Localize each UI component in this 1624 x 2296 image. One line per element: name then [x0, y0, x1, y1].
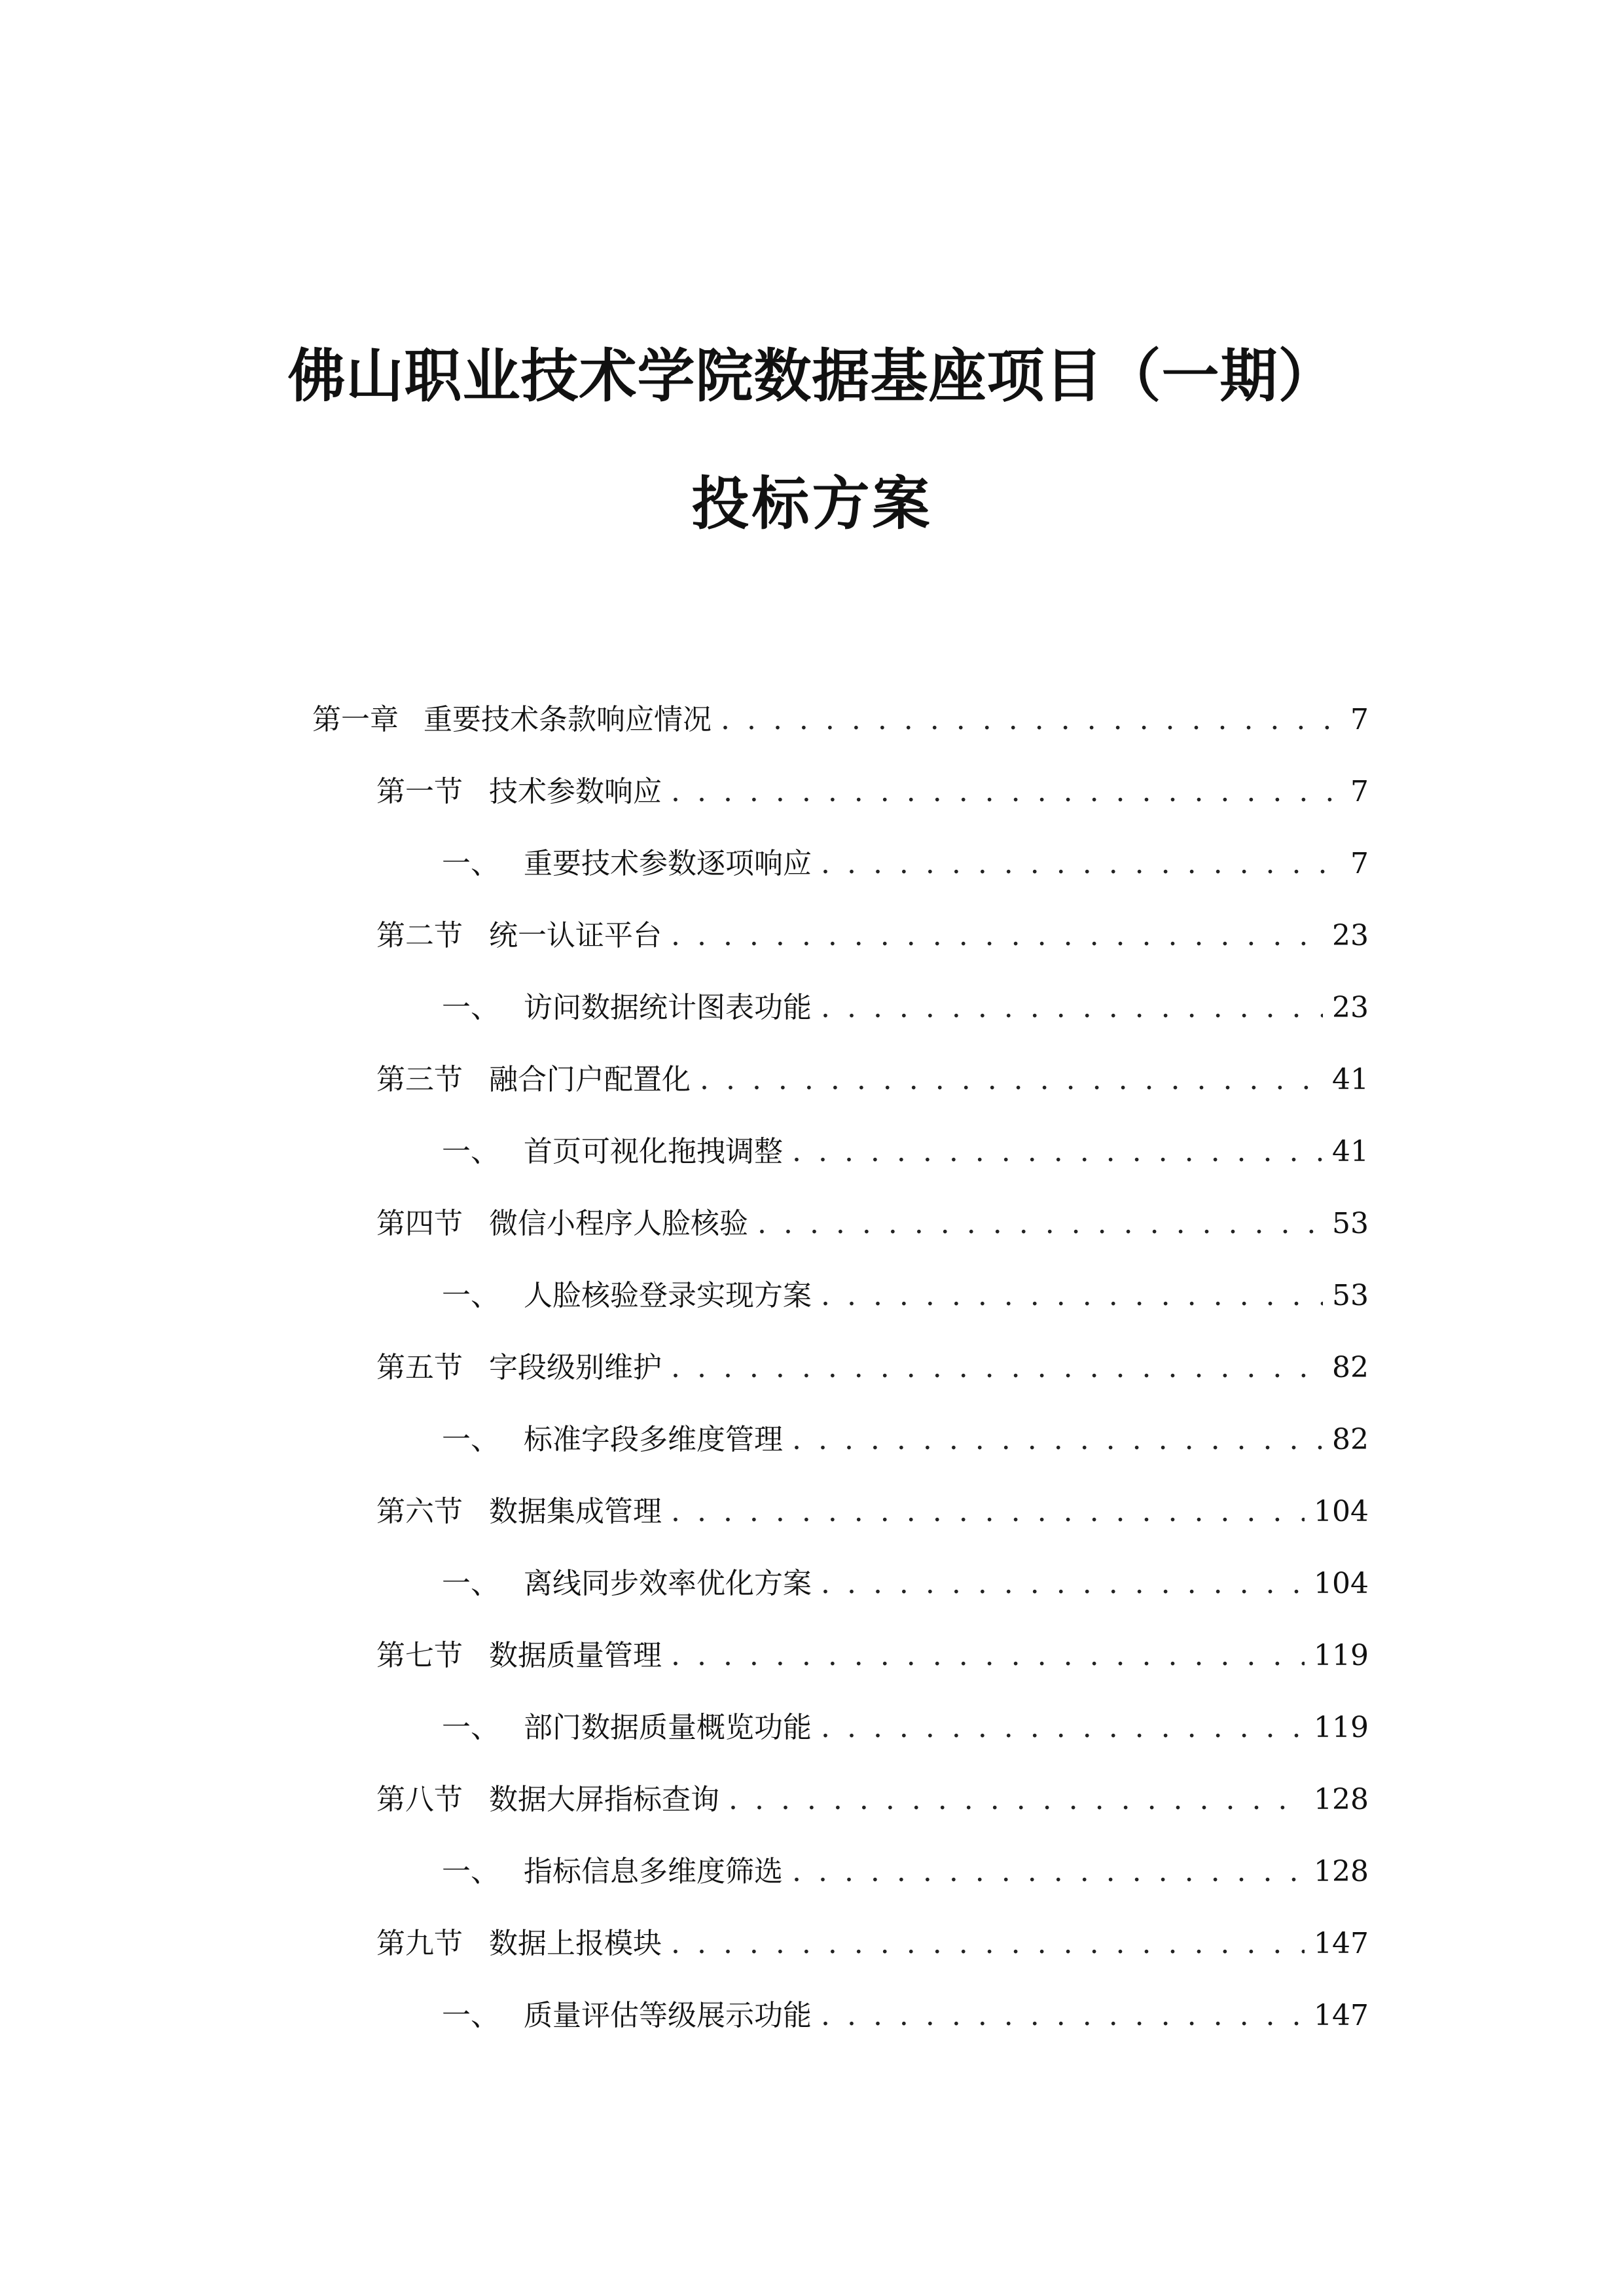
- toc-dot-leader: [671, 1630, 1305, 1682]
- toc-entry[interactable]: [376, 1774, 1369, 1826]
- toc-entry-label: 微信小程序人脸核验: [489, 1207, 748, 1240]
- toc-entry-page-number: 104: [1314, 1495, 1369, 1528]
- toc-dot-leader: [821, 1558, 1305, 1610]
- toc-entry-number: 第四节: [376, 1207, 463, 1240]
- toc-entry-number: 第二节: [376, 919, 463, 952]
- toc-entry-number: 第八节: [376, 1783, 463, 1816]
- toc-entry-label: 统一认证平台: [489, 919, 662, 952]
- toc-entry-page-number: 41: [1332, 1063, 1369, 1096]
- toc-entry-number: 第六节: [376, 1495, 463, 1528]
- toc-entry[interactable]: [442, 1126, 1369, 1178]
- toc-dot-leader: [671, 1342, 1323, 1394]
- toc-entry[interactable]: [376, 1342, 1369, 1394]
- toc-entry-label: 数据质量管理: [489, 1639, 662, 1672]
- toc-entry-number: 第一章: [312, 703, 399, 736]
- toc-entry-number: 一、: [442, 991, 499, 1024]
- toc-entry-number: 一、: [442, 1711, 499, 1744]
- toc-entry[interactable]: [442, 1558, 1369, 1610]
- toc-dot-leader: [792, 1414, 1323, 1466]
- toc-entry-page-number: 23: [1332, 919, 1369, 952]
- toc-dot-leader: [792, 1126, 1323, 1178]
- toc-entry[interactable]: [312, 694, 1369, 746]
- toc-dot-leader: [821, 982, 1323, 1034]
- toc-entry-label: 标准字段多维度管理: [524, 1423, 783, 1456]
- toc-dot-leader: [821, 1990, 1305, 2042]
- toc-entry[interactable]: [442, 838, 1369, 890]
- toc-entry-number: 第九节: [376, 1927, 463, 1960]
- toc-entry-label: 融合门户配置化: [489, 1063, 691, 1096]
- toc-entry-number: 一、: [442, 1423, 499, 1456]
- toc-entry-label: 重要技术参数逐项响应: [524, 847, 812, 880]
- toc-entry-page-number: 41: [1332, 1135, 1369, 1168]
- document-title-line-2: 投标方案: [691, 470, 933, 537]
- toc-entry-number: 一、: [442, 1855, 499, 1888]
- toc-entry-label: 首页可视化拖拽调整: [524, 1135, 783, 1168]
- toc-entry-page-number: 82: [1332, 1351, 1369, 1384]
- toc-dot-leader: [671, 1486, 1305, 1538]
- toc-dot-leader: [671, 1918, 1305, 1970]
- toc-dot-leader: [671, 766, 1341, 818]
- toc-entry-label: 离线同步效率优化方案: [524, 1567, 812, 1600]
- toc-entry-number: 一、: [442, 1279, 499, 1312]
- toc-entry-label: 访问数据统计图表功能: [524, 991, 812, 1024]
- toc-dot-leader: [700, 1054, 1323, 1106]
- toc-entry[interactable]: [442, 1702, 1369, 1754]
- toc-entry-number: 一、: [442, 1135, 499, 1168]
- toc-entry-label: 重要技术条款响应情况: [424, 703, 712, 736]
- toc-entry-page-number: 119: [1314, 1711, 1369, 1744]
- toc-entry[interactable]: [376, 1054, 1369, 1106]
- toc-entry-number: 一、: [442, 847, 499, 880]
- toc-entry-label: 人脸核验登录实现方案: [524, 1279, 812, 1312]
- toc-entry[interactable]: [442, 1270, 1369, 1322]
- toc-entry-page-number: 128: [1314, 1855, 1369, 1888]
- toc-entry[interactable]: [442, 1414, 1369, 1466]
- toc-entry-number: 第三节: [376, 1063, 463, 1096]
- toc-entry[interactable]: [376, 1486, 1369, 1538]
- toc-entry-label: 数据大屏指标查询: [489, 1783, 719, 1816]
- toc-dot-leader: [821, 838, 1341, 890]
- toc-entry-number: 第五节: [376, 1351, 463, 1384]
- toc-dot-leader: [757, 1198, 1323, 1250]
- toc-entry-label: 数据上报模块: [489, 1927, 662, 1960]
- toc-entry-page-number: 23: [1332, 991, 1369, 1024]
- toc-entry[interactable]: [376, 1198, 1369, 1250]
- toc-entry-page-number: 7: [1350, 703, 1369, 736]
- toc-entry-page-number: 119: [1314, 1639, 1369, 1672]
- toc-entry[interactable]: [376, 766, 1369, 818]
- toc-entry-page-number: 53: [1332, 1207, 1369, 1240]
- toc-entry[interactable]: [376, 1630, 1369, 1682]
- toc-entry-number: 一、: [442, 1567, 499, 1600]
- table-of-contents: [0, 694, 1624, 2055]
- toc-entry-page-number: 82: [1332, 1423, 1369, 1456]
- toc-entry-label: 技术参数响应: [489, 775, 662, 808]
- toc-entry-number: 第一节: [376, 775, 463, 808]
- toc-entry[interactable]: [442, 1846, 1369, 1898]
- toc-entry-page-number: 7: [1350, 775, 1369, 808]
- toc-entry-number: 第七节: [376, 1639, 463, 1672]
- toc-dot-leader: [671, 910, 1323, 962]
- toc-dot-leader: [721, 694, 1341, 746]
- toc-entry-label: 质量评估等级展示功能: [524, 1999, 812, 2032]
- toc-entry-number: 一、: [442, 1999, 499, 2032]
- toc-entry-page-number: 147: [1314, 1927, 1369, 1960]
- toc-entry[interactable]: [442, 982, 1369, 1034]
- toc-dot-leader: [821, 1702, 1305, 1754]
- toc-dot-leader: [821, 1270, 1323, 1322]
- toc-entry[interactable]: [376, 1918, 1369, 1970]
- toc-entry-page-number: 104: [1314, 1567, 1369, 1600]
- document-title-line-1: 佛山职业技术学院数据基座项目（一期）: [287, 342, 1337, 410]
- toc-dot-leader: [729, 1774, 1305, 1826]
- toc-entry-label: 部门数据质量概览功能: [524, 1711, 812, 1744]
- toc-dot-leader: [792, 1846, 1305, 1898]
- toc-entry-page-number: 147: [1314, 1999, 1369, 2032]
- toc-entry-page-number: 53: [1332, 1279, 1369, 1312]
- toc-entry-label: 指标信息多维度筛选: [524, 1855, 783, 1888]
- toc-entry-label: 字段级别维护: [489, 1351, 662, 1384]
- toc-entry-page-number: 128: [1314, 1783, 1369, 1816]
- toc-entry[interactable]: [376, 910, 1369, 962]
- toc-entry-page-number: 7: [1350, 847, 1369, 880]
- toc-entry[interactable]: [442, 1990, 1369, 2042]
- toc-entry-label: 数据集成管理: [489, 1495, 662, 1528]
